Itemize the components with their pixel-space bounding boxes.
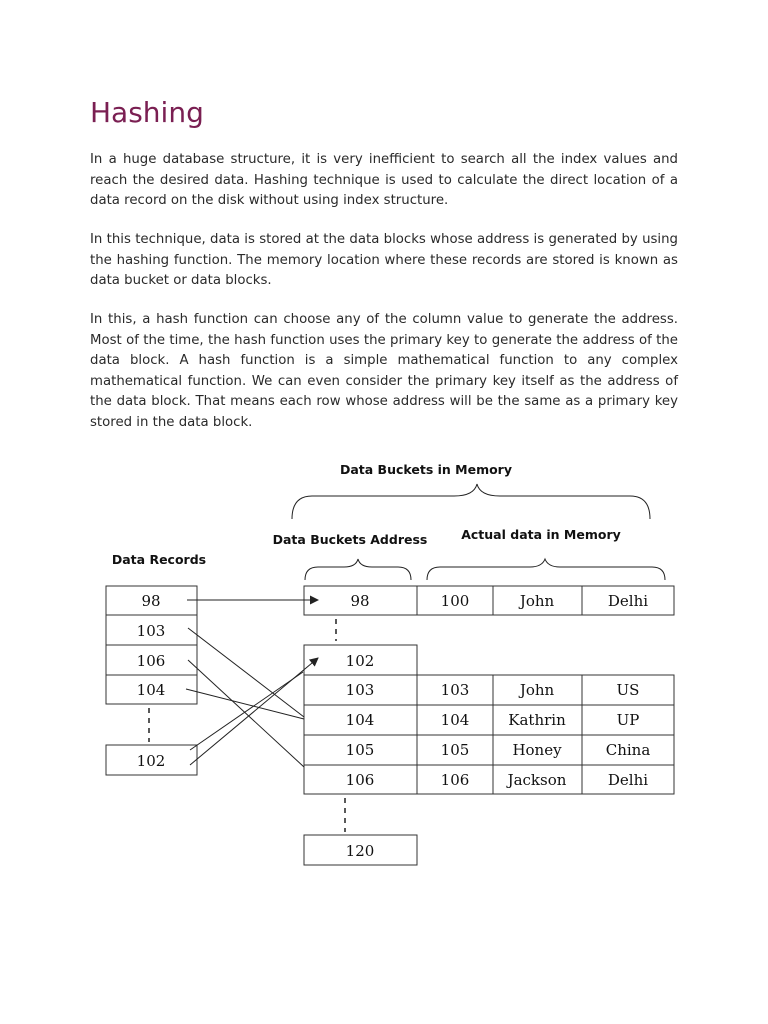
paragraph-hash-function: In this, a hash function can choose any of the column value to generate the address. Most of the time, the hash function uses the primary key to generate the address of the data block. A hash function is a simple mathematical function to any complex mathematical function. We can even consider the primary key itself as the address of the data block. That means each row whose address will be the same as a primary key stored in the data block. xyxy=(90,312,678,430)
label-actual-data-in-memory: Actual data in Memory xyxy=(461,527,621,542)
bucket-place: US xyxy=(616,681,640,699)
bucket-address: 120 xyxy=(345,842,375,860)
label-data-buckets-address: Data Buckets Address xyxy=(272,532,428,547)
record-cell xyxy=(106,675,197,704)
bucket-address: 104 xyxy=(345,711,375,729)
label-data-buckets-in-memory: Data Buckets in Memory xyxy=(339,462,513,477)
brace-data-buckets-in-memory xyxy=(292,484,650,519)
bucket-place: China xyxy=(605,741,651,759)
record-cell xyxy=(106,745,197,775)
bucket-place: Delhi xyxy=(607,592,649,610)
bucket-address: 106 xyxy=(345,771,375,789)
bucket-name: John xyxy=(519,592,555,610)
bucket-name: Honey xyxy=(512,741,562,759)
bucket-name: Kathrin xyxy=(508,711,566,729)
record-value: 106 xyxy=(136,652,166,670)
bucket-id: 103 xyxy=(440,681,470,699)
bucket-address: 98 xyxy=(350,592,370,610)
record-cell xyxy=(106,615,197,645)
record-value: 98 xyxy=(141,592,161,610)
bucket-row xyxy=(304,765,674,794)
bucket-row xyxy=(304,705,674,735)
bucket-id: 106 xyxy=(440,771,470,789)
mapping-line-102-to-102-lower xyxy=(190,672,303,750)
record-cell xyxy=(106,645,197,675)
mapping-line-103-to-104 xyxy=(188,628,304,717)
bucket-address: 105 xyxy=(345,741,375,759)
brace-data-buckets-address xyxy=(305,559,411,580)
record-value: 102 xyxy=(136,752,166,770)
record-value: 103 xyxy=(136,622,166,640)
bucket-name: John xyxy=(519,681,555,699)
mapping-line-106-to-106 xyxy=(188,660,304,767)
page-title: Hashing xyxy=(90,96,204,129)
bucket-place: Delhi xyxy=(607,771,649,789)
bucket-id: 105 xyxy=(440,741,470,759)
bucket-row xyxy=(304,586,674,615)
bucket-row xyxy=(304,645,417,675)
bucket-name: Jackson xyxy=(507,771,567,789)
paragraph-intro: In a huge database structure, it is very inefficient to search all the index values and reach the desired data. Hashing technique is used to calculate the direct location of a data record on the disk without using index structure. xyxy=(90,152,678,208)
mapping-arrow-102 xyxy=(190,658,318,765)
bucket-row xyxy=(304,675,674,705)
bucket-address: 103 xyxy=(345,681,375,699)
bucket-row xyxy=(304,835,417,865)
record-cell xyxy=(106,586,197,615)
bucket-table xyxy=(304,586,674,865)
bucket-place: UP xyxy=(616,711,640,729)
record-value: 104 xyxy=(136,681,166,699)
bucket-id: 104 xyxy=(440,711,470,729)
brace-actual-data-in-memory xyxy=(427,559,665,580)
data-records-column xyxy=(106,586,197,775)
label-data-records: Data Records xyxy=(111,552,207,567)
bucket-address: 102 xyxy=(345,652,375,670)
bucket-row xyxy=(304,735,674,765)
bucket-id: 100 xyxy=(440,592,470,610)
paragraph-technique: In this technique, data is stored at the data blocks whose address is generated by using the hashing function. The memory location where these records are stored is known as data bucket or data blocks. xyxy=(90,232,678,288)
